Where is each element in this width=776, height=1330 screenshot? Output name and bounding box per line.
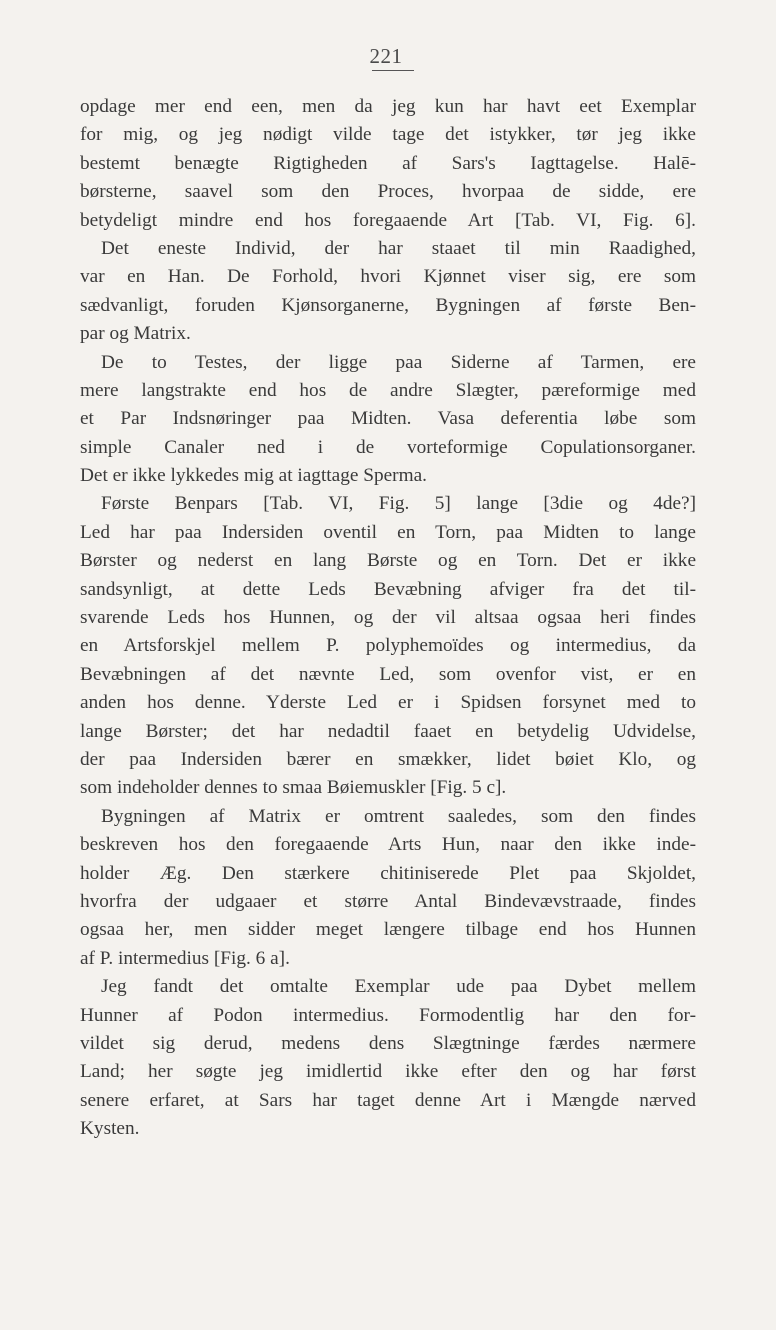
text-line: der paa Indersiden bærer en smækker, lidet bøiet Klo, og <box>80 748 696 770</box>
text-line: Det er ikke lykkedes mig at iagttage Sperma. <box>80 465 427 487</box>
text-line: som indeholder dennes to smaa Bøiemuskler [Fig. 5 c]. <box>80 777 507 799</box>
body-text <box>80 93 696 1143</box>
text-line: bestemt benægte Rigtigheden af Sars's Iagttagelse. Halē- <box>80 152 696 174</box>
text-line: en Artsforskjel mellem P. polyphemoïdes og intermedius, da <box>80 635 696 657</box>
text-line: for mig, og jeg nødigt vilde tage det istykker, tør jeg ikke <box>80 124 696 146</box>
text-line: Land; her søgte jeg imidlertid ikke efter den og har først <box>80 1061 696 1083</box>
text-line: Bygningen af Matrix er omtrent saaledes, som den findes <box>101 805 696 827</box>
text-line: Børster og nederst en lang Børste og en Torn. Det er ikke <box>80 550 696 572</box>
text-line: vildet sig derud, medens dens Slægtninge færdes nærmere <box>80 1032 696 1054</box>
text-line: beskreven hos den foregaaende Arts Hun, naar den ikke inde- <box>80 834 696 856</box>
text-line: Første Benpars [Tab. VI, Fig. 5] lange [3die og 4de?] <box>101 493 696 515</box>
text-line: svarende Leds hos Hunnen, og der vil altsaa ogsaa heri findes <box>80 607 696 629</box>
text-line: Jeg fandt det omtalte Exemplar ude paa Dybet mellem <box>101 976 696 998</box>
page-number-underline <box>372 70 414 71</box>
text-line: ogsaa her, men sidder meget længere tilbage end hos Hunnen <box>80 919 696 941</box>
text-line: sædvanligt, foruden Kjønsorganerne, Bygningen af første Ben- <box>80 294 696 316</box>
text-line: par og Matrix. <box>80 323 191 345</box>
text-line: anden hos denne. Yderste Led er i Spidsen forsynet med to <box>80 692 696 714</box>
text-line: betydeligt mindre end hos foregaaende Art [Tab. VI, Fig. 6]. <box>80 209 696 231</box>
text-line: børsterne, saavel som den Proces, hvorpaa de sidde, ere <box>80 181 696 203</box>
text-line: holder Æg. Den stærkere chitiniserede Plet paa Skjoldet, <box>80 862 696 884</box>
text-line: senere erfaret, at Sars har taget denne Art i Mængde nærved <box>80 1089 696 1111</box>
text-line: lange Børster; det har nedadtil faaet en betydelig Udvidelse, <box>80 720 696 742</box>
text-line: et Par Indsnøringer paa Midten. Vasa deferentia løbe som <box>80 408 696 430</box>
text-line: simple Canaler ned i de vorteformige Copulationsorganer. <box>80 436 696 458</box>
page-number: 221 <box>369 44 403 68</box>
text-line: sandsynligt, at dette Leds Bevæbning afviger fra det til- <box>80 578 696 600</box>
text-line: mere langstrakte end hos de andre Slægter, pæreformige med <box>80 379 696 401</box>
text-line: opdage mer end een, men da jeg kun har havt eet Exemplar <box>80 96 696 117</box>
text-line: De to Testes, der ligge paa Siderne af Tarmen, ere <box>101 351 696 373</box>
text-line: Hunner af Podon intermedius. Formodentlig har den for- <box>80 1004 696 1026</box>
text-line: hvorfra der udgaaer et større Antal Bindevævstraade, findes <box>80 890 696 912</box>
text-line: Led har paa Indersiden oventil en Torn, paa Midten to lange <box>80 521 696 543</box>
text-line: af P. intermedius [Fig. 6 a]. <box>80 947 290 969</box>
text-line: Bevæbningen af det nævnte Led, som ovenfor vist, er en <box>80 663 696 685</box>
text-line: Kysten. <box>80 1118 140 1140</box>
text-line: Det eneste Individ, der har staaet til min Raadighed, <box>101 237 696 259</box>
text-line: var en Han. De Forhold, hvori Kjønnet viser sig, ere som <box>80 266 696 288</box>
